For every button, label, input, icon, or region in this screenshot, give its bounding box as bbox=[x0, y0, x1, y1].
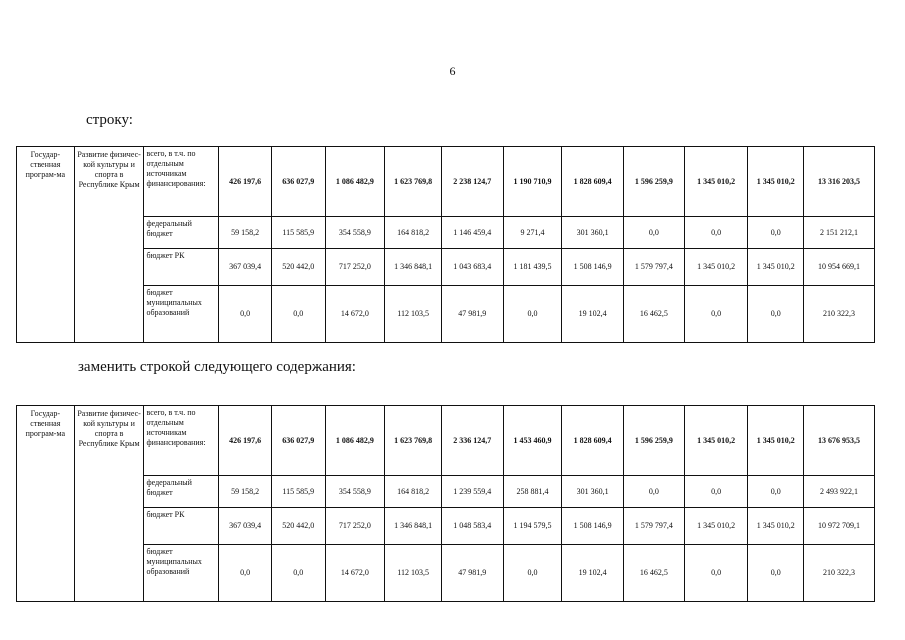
table-row bbox=[17, 545, 875, 602]
value-cell: 1 345 010,2 bbox=[748, 406, 804, 476]
value-cell: 1 508 146,9 bbox=[562, 249, 624, 286]
value-cell: 0,0 bbox=[271, 545, 325, 602]
value-cell: 0,0 bbox=[219, 545, 272, 602]
value-cell: 1 043 683,4 bbox=[441, 249, 503, 286]
value-cell: 354 558,9 bbox=[325, 476, 385, 508]
table-row bbox=[17, 286, 875, 343]
value-cell: 112 103,5 bbox=[385, 545, 442, 602]
value-cell: 354 558,9 bbox=[325, 217, 385, 249]
value-cell: 301 360,1 bbox=[562, 476, 624, 508]
value-cell: 2 238 124,7 bbox=[441, 147, 503, 217]
value-cell: 112 103,5 bbox=[385, 286, 442, 343]
value-cell: 1 346 848,1 bbox=[385, 508, 442, 545]
value-cell: 1 345 010,2 bbox=[684, 406, 748, 476]
value-cell: 164 818,2 bbox=[385, 476, 442, 508]
value-cell: 164 818,2 bbox=[385, 217, 442, 249]
value-cell: 1 086 482,9 bbox=[325, 147, 385, 217]
funding-source-cell: бюджет муниципальных образований bbox=[144, 286, 219, 343]
funding-source-cell: бюджет РК bbox=[144, 508, 219, 545]
budget-table-new bbox=[16, 405, 875, 602]
value-cell: 0,0 bbox=[684, 286, 748, 343]
value-cell: 47 981,9 bbox=[441, 545, 503, 602]
value-cell: 717 252,0 bbox=[325, 508, 385, 545]
value-cell: 301 360,1 bbox=[562, 217, 624, 249]
value-cell: 426 197,6 bbox=[219, 406, 272, 476]
table-row bbox=[17, 406, 875, 476]
total-value-cell: 13 676 953,5 bbox=[804, 406, 875, 476]
value-cell: 0,0 bbox=[684, 476, 748, 508]
value-cell: 59 158,2 bbox=[219, 476, 272, 508]
funding-source-cell: всего, в т.ч. по отдельным источникам финансирования: bbox=[144, 147, 219, 217]
value-cell: 16 462,5 bbox=[624, 545, 685, 602]
value-cell: 636 027,9 bbox=[271, 147, 325, 217]
value-cell: 115 585,9 bbox=[271, 217, 325, 249]
value-cell: 0,0 bbox=[503, 545, 562, 602]
value-cell: 1 579 797,4 bbox=[624, 508, 685, 545]
value-cell: 258 881,4 bbox=[503, 476, 562, 508]
value-cell: 0,0 bbox=[684, 545, 748, 602]
table-row bbox=[17, 249, 875, 286]
value-cell: 1 190 710,9 bbox=[503, 147, 562, 217]
value-cell: 1 508 146,9 bbox=[562, 508, 624, 545]
program-name-cell: Развитие физичес-кой культуры и спорта в Республике Крым bbox=[74, 406, 144, 602]
value-cell: 59 158,2 bbox=[219, 217, 272, 249]
value-cell: 1 623 769,8 bbox=[385, 147, 442, 217]
value-cell: 1 194 579,5 bbox=[503, 508, 562, 545]
value-cell: 367 039,4 bbox=[219, 508, 272, 545]
value-cell: 1 623 769,8 bbox=[385, 406, 442, 476]
funding-source-cell: бюджет муниципальных образований bbox=[144, 545, 219, 602]
budget-table-old bbox=[16, 146, 875, 343]
value-cell: 0,0 bbox=[748, 217, 804, 249]
heading-before: строку: bbox=[86, 112, 133, 128]
value-cell: 14 672,0 bbox=[325, 545, 385, 602]
value-cell: 115 585,9 bbox=[271, 476, 325, 508]
value-cell: 0,0 bbox=[624, 476, 685, 508]
funding-source-cell: всего, в т.ч. по отдельным источникам финансирования: bbox=[144, 406, 219, 476]
total-value-cell: 13 316 203,5 bbox=[804, 147, 875, 217]
value-cell: 1 146 459,4 bbox=[441, 217, 503, 249]
value-cell: 520 442,0 bbox=[271, 249, 325, 286]
value-cell: 0,0 bbox=[748, 476, 804, 508]
value-cell: 1 579 797,4 bbox=[624, 249, 685, 286]
value-cell: 1 828 609,4 bbox=[562, 406, 624, 476]
table-row bbox=[17, 147, 875, 217]
total-value-cell: 10 972 709,1 bbox=[804, 508, 875, 545]
program-type-cell: Государ-ственная програм-ма bbox=[17, 406, 75, 602]
value-cell: 1 828 609,4 bbox=[562, 147, 624, 217]
value-cell: 14 672,0 bbox=[325, 286, 385, 343]
total-value-cell: 10 954 669,1 bbox=[804, 249, 875, 286]
value-cell: 1 596 259,9 bbox=[624, 406, 685, 476]
total-value-cell: 2 493 922,1 bbox=[804, 476, 875, 508]
program-name-cell: Развитие физичес-кой культуры и спорта в Республике Крым bbox=[74, 147, 144, 343]
value-cell: 0,0 bbox=[684, 217, 748, 249]
table-row bbox=[17, 508, 875, 545]
value-cell: 0,0 bbox=[271, 286, 325, 343]
value-cell: 1 345 010,2 bbox=[748, 147, 804, 217]
value-cell: 47 981,9 bbox=[441, 286, 503, 343]
value-cell: 1 345 010,2 bbox=[684, 508, 748, 545]
value-cell: 717 252,0 bbox=[325, 249, 385, 286]
value-cell: 1 345 010,2 bbox=[748, 508, 804, 545]
funding-source-cell: бюджет РК bbox=[144, 249, 219, 286]
value-cell: 426 197,6 bbox=[219, 147, 272, 217]
value-cell: 19 102,4 bbox=[562, 545, 624, 602]
total-value-cell: 2 151 212,1 bbox=[804, 217, 875, 249]
total-value-cell: 210 322,3 bbox=[804, 545, 875, 602]
value-cell: 1 596 259,9 bbox=[624, 147, 685, 217]
value-cell: 1 346 848,1 bbox=[385, 249, 442, 286]
value-cell: 520 442,0 bbox=[271, 508, 325, 545]
value-cell: 1 086 482,9 bbox=[325, 406, 385, 476]
value-cell: 1 345 010,2 bbox=[684, 249, 748, 286]
value-cell: 0,0 bbox=[219, 286, 272, 343]
program-type-cell: Государ-ственная програм-ма bbox=[17, 147, 75, 343]
value-cell: 0,0 bbox=[624, 217, 685, 249]
value-cell: 1 181 439,5 bbox=[503, 249, 562, 286]
value-cell: 0,0 bbox=[503, 286, 562, 343]
value-cell: 16 462,5 bbox=[624, 286, 685, 343]
value-cell: 1 048 583,4 bbox=[441, 508, 503, 545]
value-cell: 1 453 460,9 bbox=[503, 406, 562, 476]
funding-source-cell: федеральный бюджет bbox=[144, 476, 219, 508]
funding-source-cell: федеральный бюджет bbox=[144, 217, 219, 249]
heading-after: заменить строкой следующего содержания: bbox=[78, 359, 356, 375]
table-row bbox=[17, 476, 875, 508]
total-value-cell: 210 322,3 bbox=[804, 286, 875, 343]
table-row bbox=[17, 217, 875, 249]
value-cell: 0,0 bbox=[748, 286, 804, 343]
value-cell: 1 345 010,2 bbox=[684, 147, 748, 217]
value-cell: 19 102,4 bbox=[562, 286, 624, 343]
value-cell: 636 027,9 bbox=[271, 406, 325, 476]
value-cell: 0,0 bbox=[748, 545, 804, 602]
page-number: 6 bbox=[449, 64, 456, 78]
value-cell: 9 271,4 bbox=[503, 217, 562, 249]
value-cell: 367 039,4 bbox=[219, 249, 272, 286]
value-cell: 2 336 124,7 bbox=[441, 406, 503, 476]
value-cell: 1 239 559,4 bbox=[441, 476, 503, 508]
value-cell: 1 345 010,2 bbox=[748, 249, 804, 286]
